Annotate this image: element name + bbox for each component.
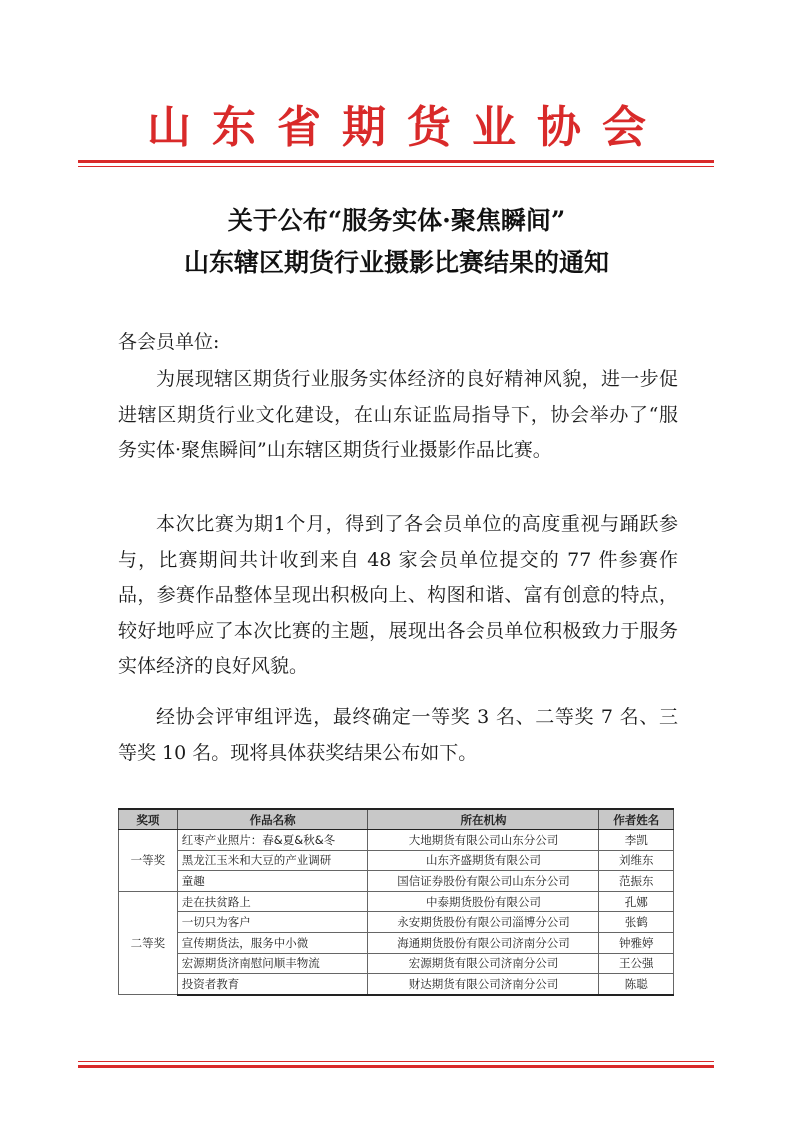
table-row [119, 891, 674, 912]
notice-title-line-1: 关于公布“服务实体·聚焦瞬间” [227, 206, 566, 235]
author: 陈聪 [599, 974, 674, 995]
header-prize: 奖项 [119, 809, 178, 830]
notice-title-line-2: 山东辖区期货行业摄影比赛结果的通知 [183, 248, 609, 277]
header-author: 作者姓名 [599, 809, 674, 830]
author: 李凯 [599, 830, 674, 851]
author: 王公强 [599, 953, 674, 974]
header-work-title: 作品名称 [177, 809, 368, 830]
work-title: 童趣 [177, 871, 368, 892]
paragraph-1: 为展现辖区期货行业服务实体经济的良好精神风貌，进一步促进辖区期货行业文化建设，在山东证监局指导下，协会举办了“服务实体·聚焦瞬间”山东辖区期货行业摄影作品比赛。 [118, 368, 678, 461]
author: 钟雅婷 [599, 932, 674, 953]
work-title: 走在扶贫路上 [177, 891, 368, 912]
letterhead-rule-thick [78, 160, 714, 163]
paragraph-3: 经协会评审组评选，最终确定一等奖 3 名、二等奖 7 名、三等奖 10 名。现将具体获奖结果公布如下。 [118, 706, 678, 764]
organization: 国信证券股份有限公司山东分公司 [368, 871, 599, 892]
prize-first: 一等奖 [119, 830, 178, 892]
work-title: 红枣产业照片：春&夏&秋&冬 [177, 830, 368, 851]
paragraph-2: 本次比赛为期1个月，得到了各会员单位的高度重视与踊跃参与，比赛期间共计收到来自 48 家会员单位提交的 77 件参赛作品，参赛作品整体呈现出积极向上、构图和谐、富有创意的特点，较好地呼应了本次比赛的主题，展现出各会员单位积极致力于服务实体经济的良好风貌。 [118, 513, 678, 677]
author: 张鹤 [599, 912, 674, 933]
table-row [119, 932, 674, 953]
table-header-row [119, 809, 674, 830]
work-title: 投资者教育 [177, 974, 368, 995]
author: 孔娜 [599, 891, 674, 912]
table-row [119, 974, 674, 995]
author: 范振东 [599, 871, 674, 892]
table-row [119, 912, 674, 933]
author: 刘维东 [599, 850, 674, 871]
awards-table [118, 808, 674, 996]
organization: 宏源期货有限公司济南分公司 [368, 953, 599, 974]
table-row [119, 871, 674, 892]
work-title: 黑龙江玉米和大豆的产业调研 [177, 850, 368, 871]
header-organization: 所在机构 [368, 809, 599, 830]
table-row [119, 830, 674, 851]
letterhead-title: 山东省期货业协会 [147, 102, 667, 153]
footer-rule-thick [78, 1065, 714, 1068]
organization: 财达期货有限公司济南分公司 [368, 974, 599, 995]
organization: 山东齐盛期货有限公司 [368, 850, 599, 871]
footer-rule-thin [78, 1061, 714, 1062]
organization: 中泰期货股份有限公司 [368, 891, 599, 912]
organization: 海通期货股份有限公司济南分公司 [368, 932, 599, 953]
table-row [119, 953, 674, 974]
work-title: 宏源期货济南慰问顺丰物流 [177, 953, 368, 974]
work-title: 一切只为客户 [177, 912, 368, 933]
organization: 大地期货有限公司山东分公司 [368, 830, 599, 851]
table-row [119, 850, 674, 871]
prize-second: 二等奖 [119, 891, 178, 994]
work-title: 宣传期货法，服务中小微 [177, 932, 368, 953]
organization: 永安期货股份有限公司淄博分公司 [368, 912, 599, 933]
salutation: 各会员单位: [118, 331, 220, 353]
letterhead-rule-thin [78, 166, 714, 167]
